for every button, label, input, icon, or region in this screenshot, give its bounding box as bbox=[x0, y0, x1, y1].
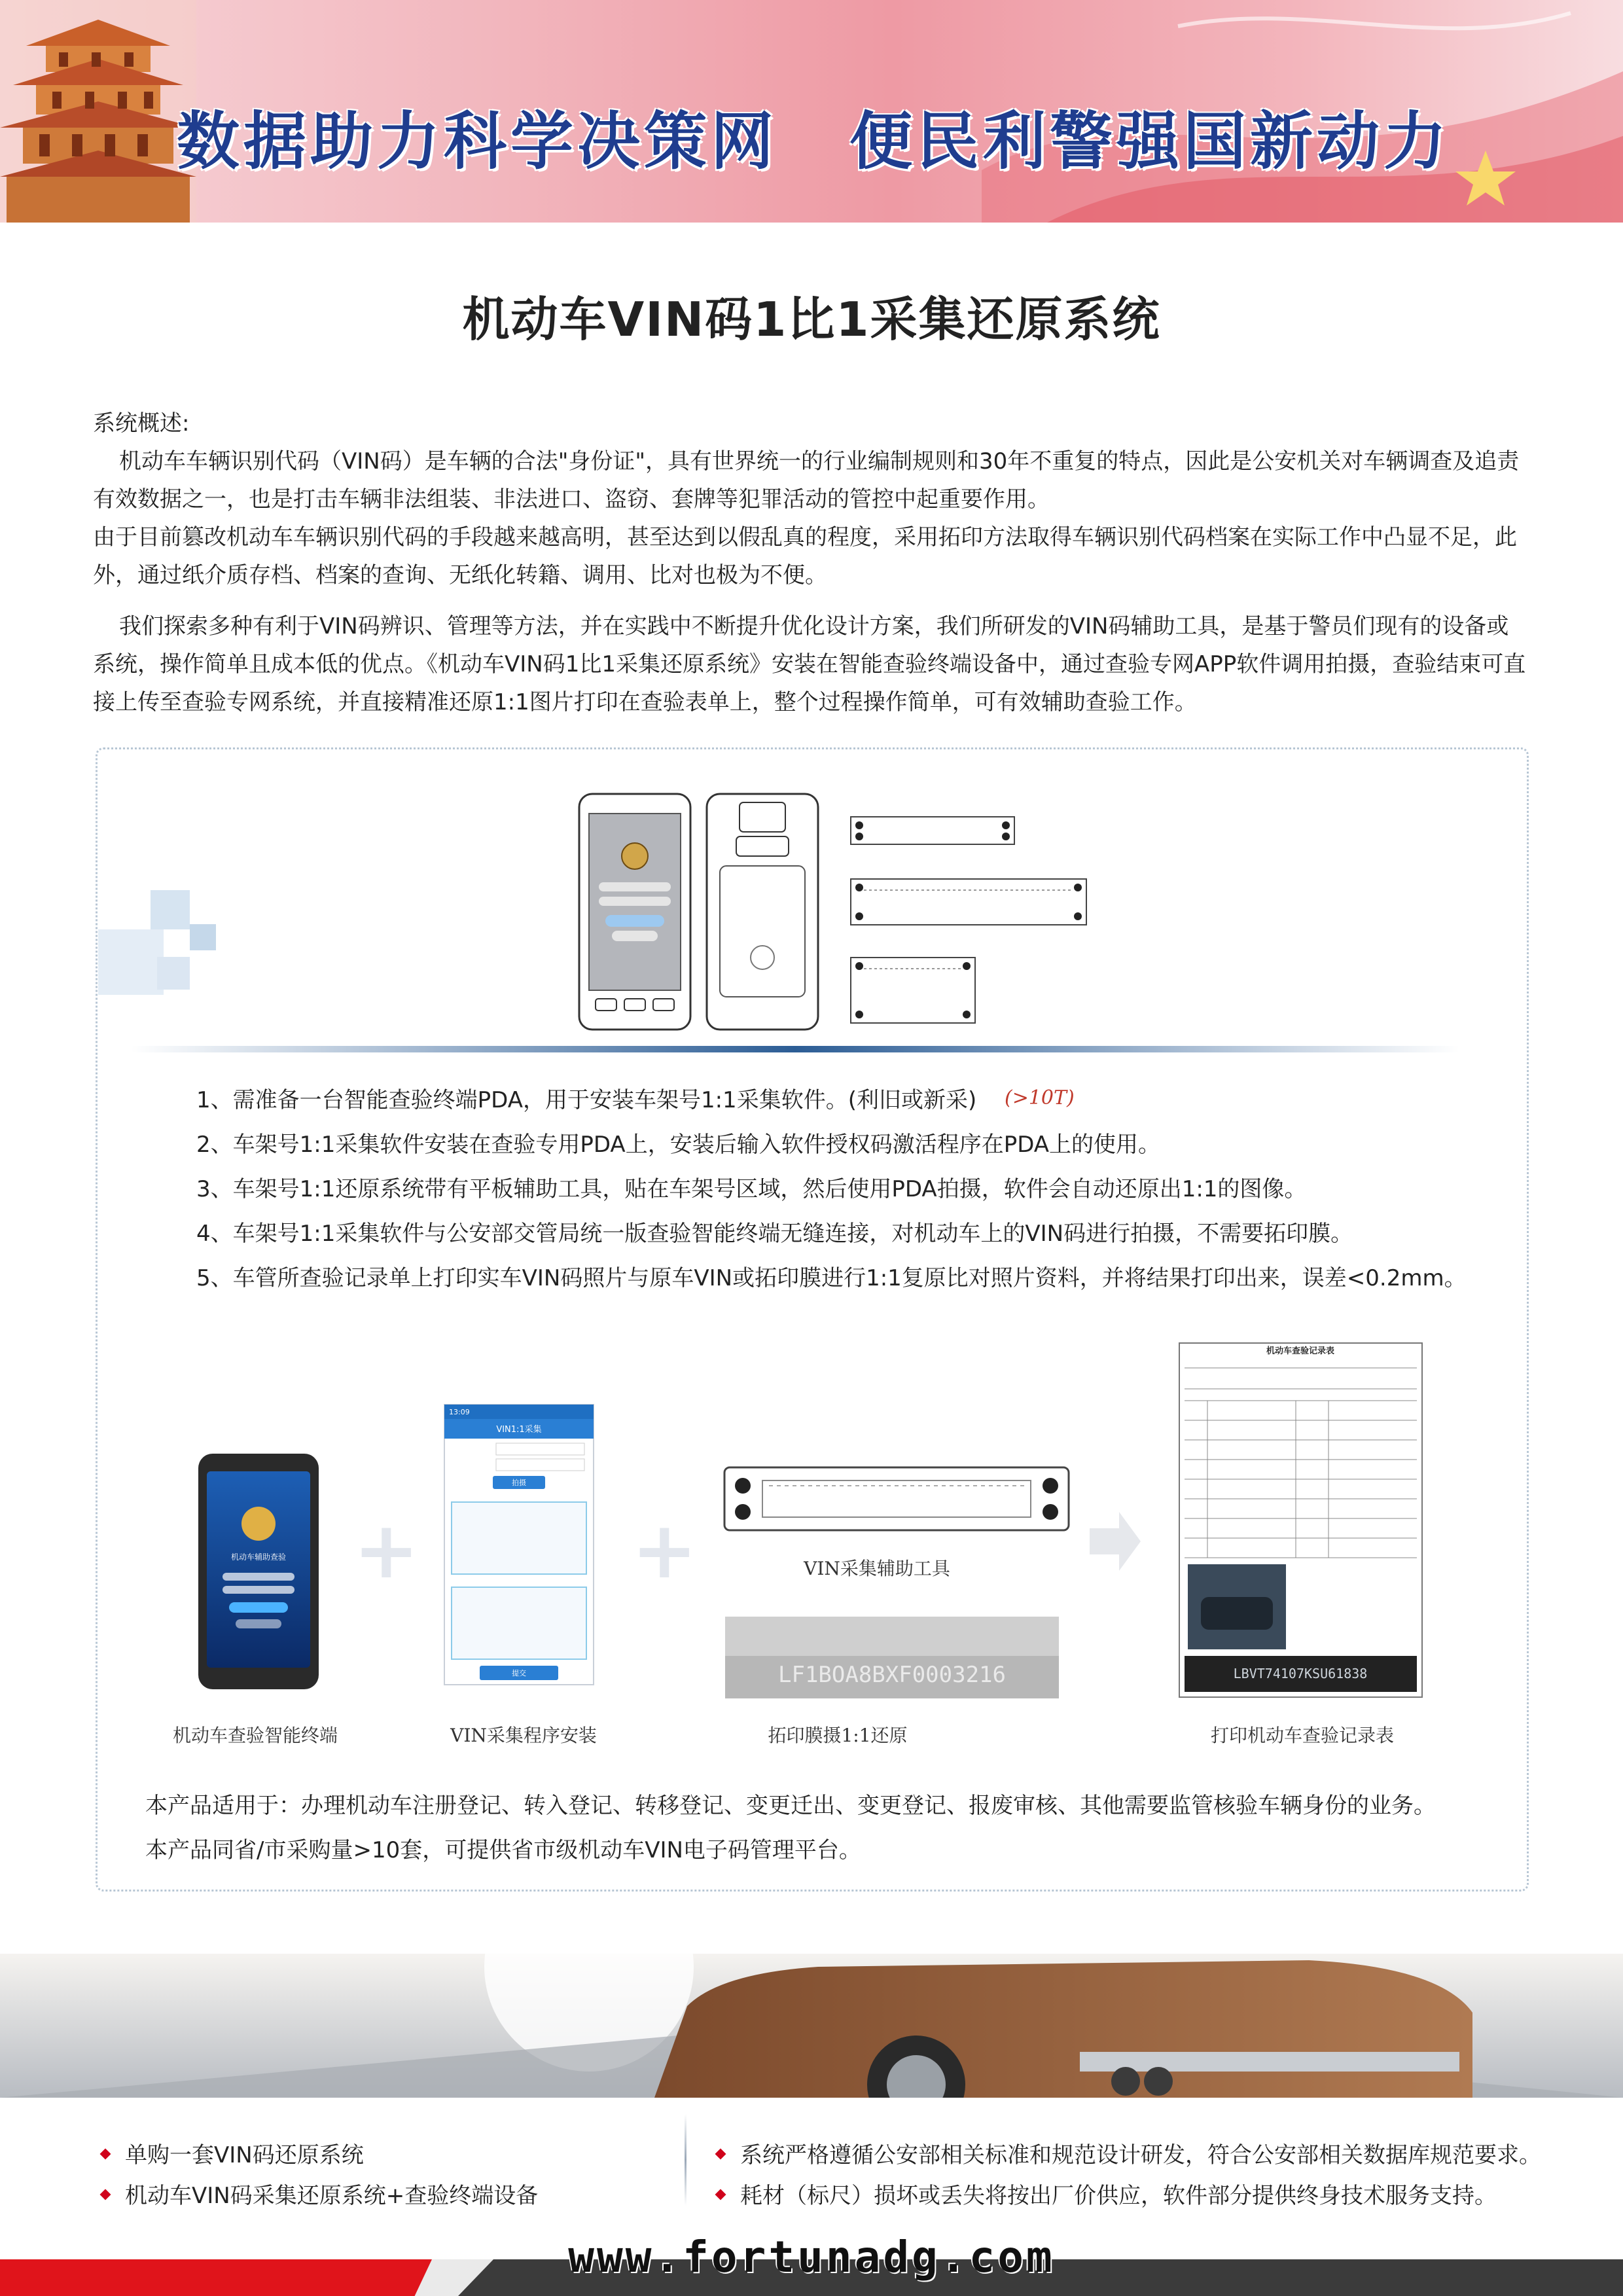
vin-tool-figure bbox=[723, 1466, 1070, 1545]
intro-paragraph-3: 我们探索多种有利于VIN码辨识、管理等方法，并在实践中不断提升优化设计方案，我们所研发的VIN码辅助工具，是基于警员们现有的设备或系统，操作简单且成本低的优点。《机动车VIN码1比1采集还原系统》安装在智能查验终端设备中，通过查验专网APP软件调用拍摄，查验结束可直接上传至查验专网系统，并直接精准还原1:1图片打印在查验表单上，整个过程操作简单，可有效辅助查验工作。 bbox=[93, 613, 1526, 715]
header-banner bbox=[0, 0, 1623, 223]
intro-paragraph-1: 机动车车辆识别代码（VIN码）是车辆的合法"身份证"，具有世界统一的行业编制规则和30年不重复的特点，因此是公安机关对车辆调查及追责有效数据之一，也是打击车辆非法组装、非法进口、盗窃、套牌等犯罪活动的管控中起重要作用。 bbox=[93, 448, 1520, 512]
arrow-right-icon bbox=[1090, 1509, 1142, 1574]
tool-label: VIN采集辅助工具 bbox=[804, 1558, 950, 1579]
plus-icon: + bbox=[353, 1505, 419, 1596]
applicability-line-1: 本产品适用于：办理机动车注册登记、转入登记、转移登记、变更迁出、变更登记、报废审核、其他需要监管核验车辆身份的业务。 bbox=[145, 1793, 1436, 1819]
watermark-url: www.fortunadg.com bbox=[568, 2232, 1055, 2282]
applicability-line-2: 本产品同省/市采购量>10套，可提供省市级机动车VIN电子码管理平台。 bbox=[145, 1837, 861, 1863]
print-caption: 打印机动车查验记录表 bbox=[1210, 1725, 1394, 1746]
red-diamond-icon bbox=[100, 2189, 111, 2200]
app-screen-title: VIN1:1采集 bbox=[496, 1425, 542, 1435]
slogan-right: 便民利警强国新动力 bbox=[849, 105, 1450, 178]
terminal-device-figure bbox=[196, 1452, 321, 1691]
bottom-list-item: 机动车VIN码采集还原系统+查验终端设备 bbox=[101, 2179, 538, 2212]
page-title: 机动车VIN码1比1采集还原系统 bbox=[462, 292, 1161, 347]
step-item: 3、车架号1:1还原系统带有平板辅助工具，贴在车架号区域，然后使用PDA拍摄，软件会自动还原出1:1的图像。 bbox=[196, 1176, 1307, 1202]
step-item: 5、车管所查验记录单上打印实车VIN码照片与原车VIN或拓印膜进行1:1复原比对照片资料，并将结果打印出来，误差<0.2mm。 bbox=[196, 1265, 1467, 1291]
bottom-list-item: 系统严格遵循公安部相关标准和规范设计研发，符合公安部相关数据库规范要求。 bbox=[717, 2139, 1541, 2172]
rubbing-caption: 拓印膜摄1:1还原 bbox=[768, 1725, 908, 1746]
overview-label: 系统概述: bbox=[93, 410, 190, 437]
plus-icon: + bbox=[632, 1505, 698, 1596]
app-screen-figure bbox=[444, 1404, 594, 1685]
bottom-list-item: 单购一套VIN码还原系统 bbox=[101, 2139, 364, 2172]
terminal-caption: 机动车查验智能终端 bbox=[172, 1725, 338, 1746]
slogan-left: 数据助力科学决策网 bbox=[177, 105, 777, 178]
rubbing-vin-text: LF1BOA8BXF0003216 bbox=[778, 1662, 1006, 1688]
phone-app-name: 机动车辅助查验 bbox=[230, 1552, 287, 1562]
app-caption: VIN采集程序安装 bbox=[450, 1725, 597, 1746]
bottom-separator bbox=[685, 2114, 687, 2206]
app-time: 13:09 bbox=[449, 1408, 470, 1416]
record-form-title: 机动车查验记录表 bbox=[1266, 1346, 1335, 1356]
intro-paragraph-2: 由于目前篡改机动车车辆识别代码的手段越来越高明，甚至达到以假乱真的程度，采用拓印方法取得车辆识别代码档案在实际工作中凸显不足，此外，通过纸介质存档、档案的查询、无纸化转籍、调用、比对也极为不便。 bbox=[93, 524, 1517, 588]
section-divider bbox=[131, 1046, 1459, 1052]
app-submit-button: 提交 bbox=[512, 1669, 526, 1677]
record-form-figure bbox=[1178, 1342, 1423, 1698]
step-item: 2、车架号1:1采集软件安装在查验专用PDA上，安装后输入软件授权码激活程序在PDA上的使用。 bbox=[196, 1132, 1161, 1158]
red-diamond-icon bbox=[715, 2148, 726, 2159]
pagoda-tower-icon bbox=[0, 0, 196, 223]
step-item: 1、需准备一台智能查验终端PDA，用于安装车架号1:1采集软件。(利旧或新采) bbox=[196, 1087, 977, 1113]
red-diamond-icon bbox=[100, 2148, 111, 2159]
car-photo-band bbox=[0, 1954, 1623, 2098]
bottom-list-item: 耗材（标尺）损坏或丢失将按出厂价供应，软件部分提供终身技术服务支持。 bbox=[717, 2179, 1497, 2212]
device-line-illustration bbox=[576, 791, 1099, 1033]
bottom-info-area bbox=[0, 2098, 1623, 2248]
banner-slogan bbox=[177, 92, 1486, 178]
decorative-squares-icon bbox=[98, 884, 229, 1001]
step-item: 4、车架号1:1采集软件与公安部交管局统一版查验智能终端无缝连接，对机动车上的VIN码进行拍摄，不需要拓印膜。 bbox=[196, 1221, 1353, 1247]
app-shoot-button: 拍摄 bbox=[512, 1479, 526, 1487]
rubbing-film-figure bbox=[725, 1617, 1059, 1698]
vin-plate-text: LBVT74107KSU61838 bbox=[1233, 1666, 1368, 1681]
red-diamond-icon bbox=[715, 2189, 726, 2200]
handwritten-note: (>10T) bbox=[1005, 1086, 1075, 1109]
